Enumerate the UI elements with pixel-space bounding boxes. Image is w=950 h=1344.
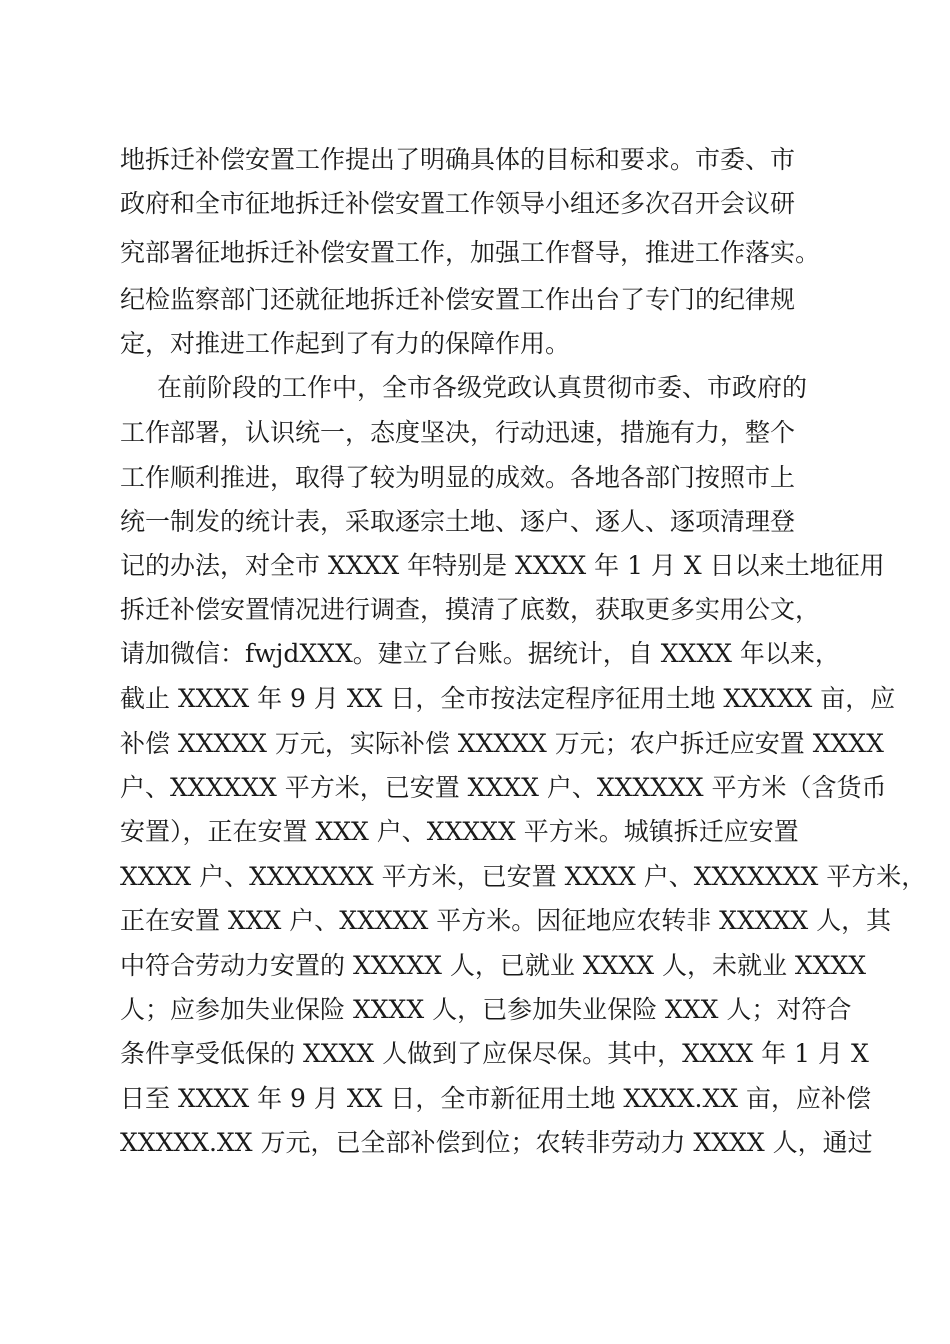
text-line: 地拆迁补偿安置工作提出了明确具体的目标和要求。市委、市 xyxy=(120,145,796,174)
text-line: 工作顺利推进，取得了较为明显的成效。各地各部门按照市上 xyxy=(120,463,796,492)
text-line: 请加微信：fwjdXXX。建立了台账。据统计，自 XXXX 年以来， xyxy=(120,639,840,668)
text-line: 工作部署，认识统一，态度坚决，行动迅速，措施有力，整个 xyxy=(120,418,796,447)
text-line: 人；应参加失业保险 XXXX 人，已参加失业保险 XXX 人；对符合 xyxy=(120,995,852,1024)
text-line: 究部署征地拆迁补偿安置工作，加强工作督导，推进工作落实。 xyxy=(120,238,821,267)
text-line: 定，对推进工作起到了有力的保障作用。 xyxy=(120,329,571,358)
text-line: 条件享受低保的 XXXX 人做到了应保尽保。其中，XXXX 年 1 月 X xyxy=(120,1039,869,1068)
text-line: 中符合劳动力安置的 XXXXX 人，已就业 XXXX 人，未就业 XXXX xyxy=(120,951,867,980)
text-line: 正在安置 XXX 户、XXXXX 平方米。因征地应农转非 XXXXX 人，其 xyxy=(120,906,892,935)
text-line: XXXX 户、XXXXXXX 平方米，已安置 XXXX 户、XXXXXXX 平方米， xyxy=(120,862,927,891)
text-line: 拆迁补偿安置情况进行调查，摸清了底数，获取更多实用公文， xyxy=(120,595,821,624)
text-line: XXXXX.XX 万元，已全部补偿到位；农转非劳动力 XXXX 人，通过 xyxy=(120,1128,873,1157)
text-line: 统一制发的统计表，采取逐宗土地、逐户、逐人、逐项清理登 xyxy=(120,507,796,536)
text-line: 补偿 XXXXX 万元，实际补偿 XXXXX 万元；农户拆迁应安置 XXXX xyxy=(120,729,884,758)
text-line: 纪检监察部门还就征地拆迁补偿安置工作出台了专门的纪律规 xyxy=(120,285,796,314)
text-line: 截止 XXXX 年 9 月 XX 日，全市按法定程序征用土地 XXXXX 亩，应 xyxy=(120,684,896,713)
text-line: 安置），正在安置 XXX 户、XXXXX 平方米。城镇拆迁应安置 xyxy=(120,817,799,846)
text-line: 户、XXXXXX 平方米，已安置 XXXX 户、XXXXXX 平方米（含货币 xyxy=(120,773,887,802)
paragraph-start-line: 在前阶段的工作中，全市各级党政认真贯彻市委、市政府的 xyxy=(157,373,808,402)
text-line: 日至 XXXX 年 9 月 XX 日，全市新征用土地 XXXX.XX 亩，应补偿 xyxy=(120,1084,872,1113)
text-line: 记的办法，对全市 XXXX 年特别是 XXXX 年 1 月 X 日以来土地征用 xyxy=(120,551,885,580)
text-line: 政府和全市征地拆迁补偿安置工作领导小组还多次召开会议研 xyxy=(120,189,796,218)
